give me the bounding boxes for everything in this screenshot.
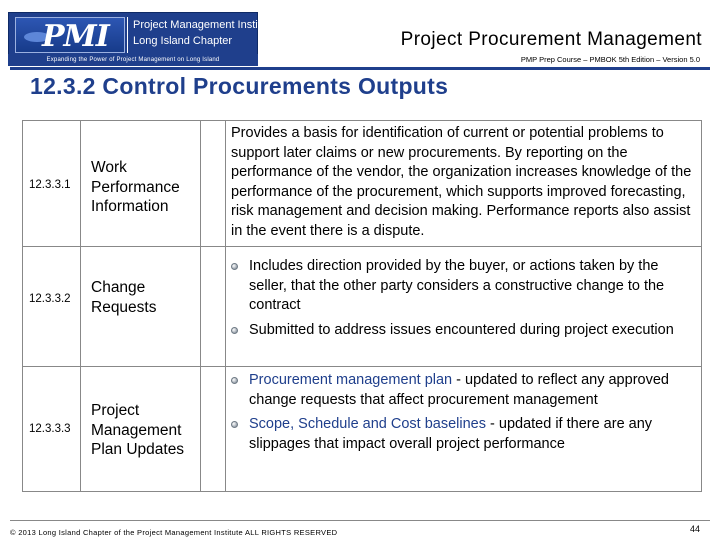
logo-tagline: Expanding the Power of Project Management on Long Island [8,54,258,66]
list-item: Scope, Schedule and Cost baselines - updated if there are any slippages that impact overall project performance [231,415,697,454]
row-name: Project Management Plan Updates [91,402,185,458]
list-item: Submitted to address issues encountered during project execution [231,321,697,341]
logo-pmi-text: PMI [42,19,109,54]
logo-separator [127,17,128,53]
page-number: 44 [689,524,700,534]
highlight-term: Procurement management plan [249,372,453,388]
row-number: 12.3.3.3 [29,423,71,435]
list-item: Procurement management plan - updated to reflect any approved change requests that affect procurement management [231,371,697,410]
course-subtitle: PMP Prep Course – PMBOK 5th Edition – Version 5.0 [520,55,700,64]
outputs-table [22,120,702,492]
footer-divider [10,520,710,521]
column-divider [80,121,81,491]
pmi-logo [8,12,277,66]
bullet-icon [231,421,238,428]
course-title: Project Procurement Management [400,29,702,50]
logo-org-name: Project Management Institute [133,19,277,31]
row-divider [23,246,701,247]
bullet-icon [231,377,238,384]
row-name: Work Performance Information [91,159,180,215]
row-number: 12.3.3.1 [29,179,71,191]
logo-banner [8,12,277,56]
list-item: Includes direction provided by the buyer, or actions taken by the seller, that the other party considers a constructive change to the contract [231,257,697,316]
pmi-logo-mark [15,17,125,53]
row-description: Provides a basis for identification of current or potential problems to support later claims or new procurements. By reporting on the performance of the vendor, the organization increases knowledge of the performance of the procurement, which supports improved forecasting, risk management and decision making. Performance reports also assist in the event there is a dispute. [231,125,692,239]
row-number: 12.3.3.2 [29,293,71,305]
header-divider [10,67,710,70]
bullet-icon [231,263,238,270]
change-requests-bullets [231,257,697,345]
copyright-notice: © 2013 Long Island Chapter of the Project Management Institute ALL RIGHTS RESERVED [10,528,338,537]
row-divider [23,366,701,367]
row-name: Change Requests [91,279,157,316]
column-divider [225,121,226,491]
slide-title: 12.3.2 Control Procurements Outputs [30,73,449,99]
plan-updates-bullets [231,371,697,459]
bullet-icon [231,327,238,334]
logo-chapter-name: Long Island Chapter [133,35,233,47]
highlight-term: Scope, Schedule and Cost baselines [249,416,486,432]
